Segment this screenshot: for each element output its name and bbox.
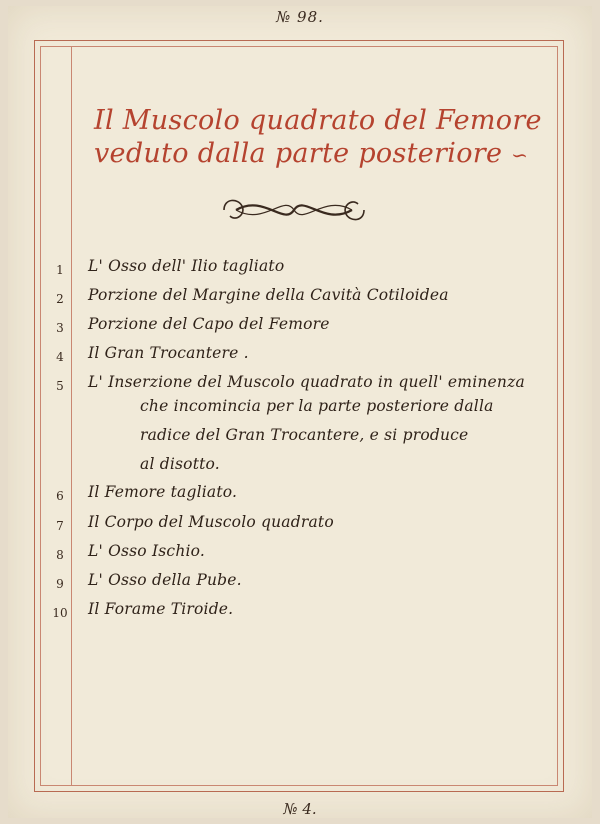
legend-item-number: 3 (56, 321, 64, 335)
legend-item-number: 10 (52, 606, 68, 620)
legend-item-number: 7 (56, 519, 64, 533)
legend-item-number: 2 (56, 292, 64, 306)
title-line-2 (94, 137, 554, 172)
legend-item (0, 283, 600, 313)
title-line-1: Il Muscolo quadrato del Femore (94, 105, 542, 136)
legend-item (0, 370, 600, 400)
title-end-flourish: ∽ (511, 143, 529, 167)
legend-item-text: Il Femore tagliato. (88, 483, 238, 501)
legend-item-continuation: al disotto. (140, 455, 220, 473)
legend-item-continuation: che incomincia per la parte posteriore dalla (140, 397, 494, 415)
legend-item-number: 8 (56, 548, 64, 562)
legend-item (0, 568, 600, 598)
legend-item-number: 6 (56, 489, 64, 503)
legend-item-number: 4 (56, 350, 64, 364)
legend-item-text: L' Osso dell' Ilio tagliato (88, 257, 285, 275)
legend-item-text: Il Corpo del Muscolo quadrato (88, 513, 334, 531)
calligraphic-ornament-icon (214, 192, 374, 228)
legend-item (0, 510, 600, 540)
legend-item-text: Porzione del Margine della Cavità Cotiloidea (88, 286, 449, 304)
legend-item-text: L' Osso Ischio. (88, 542, 206, 560)
folio-number-bottom: № 4. (283, 800, 317, 818)
folio-number-top: № 98. (276, 8, 324, 26)
legend-item-continuation: radice del Gran Trocantere, e si produce (140, 426, 469, 444)
legend-item-number: 5 (56, 379, 64, 393)
legend-item-text: Il Forame Tiroide. (88, 600, 234, 618)
number-margin-rule (71, 46, 72, 786)
title-line-2-text: veduto dalla parte posteriore (94, 138, 503, 169)
legend-item-text: L' Osso della Pube. (88, 571, 242, 589)
legend-item-number: 9 (56, 577, 64, 591)
page-title (94, 104, 554, 172)
legend-item (0, 254, 600, 284)
legend-item-number: 1 (56, 263, 64, 277)
legend-item (0, 539, 600, 569)
legend-item-text: L' Inserzione del Muscolo quadrato in quell' eminenza (88, 373, 525, 391)
legend-item-text: Porzione del Capo del Femore (88, 315, 330, 333)
legend-item-text: Il Gran Trocantere . (88, 344, 249, 362)
legend-item (0, 597, 600, 627)
legend-item (0, 480, 600, 510)
legend-item (0, 341, 600, 371)
legend-item (0, 312, 600, 342)
